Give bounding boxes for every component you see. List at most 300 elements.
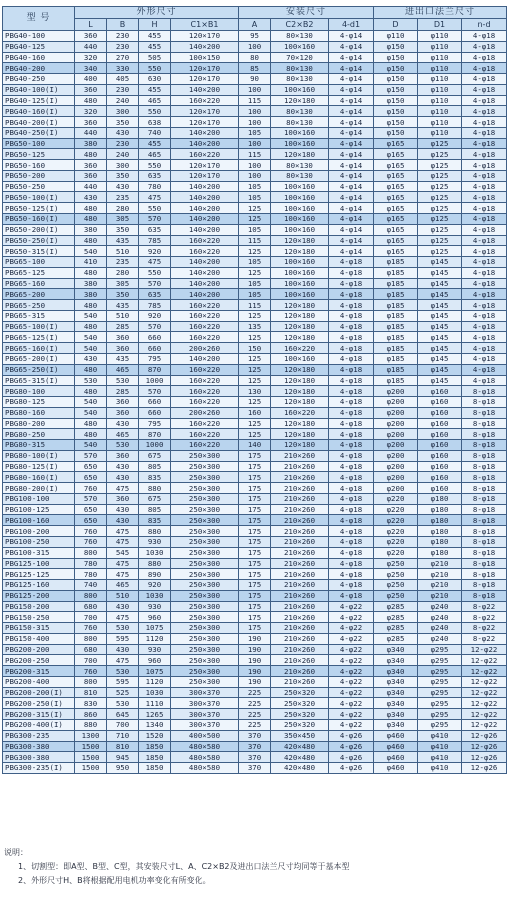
table-cell: 4-φ14 [329, 149, 374, 160]
table-cell: 800 [75, 590, 107, 601]
table-cell: 475 [139, 192, 171, 203]
table-cell: 475 [139, 257, 171, 268]
table-cell: φ125 [418, 235, 462, 246]
table-cell: φ220 [374, 504, 418, 515]
table-cell: 250×300 [171, 515, 239, 526]
table-cell: 160×220 [171, 440, 239, 451]
table-cell: 160×220 [171, 332, 239, 343]
table-cell: 510 [107, 590, 139, 601]
table-cell: 210×260 [271, 580, 329, 591]
table-cell: φ185 [374, 353, 418, 364]
table-cell: 4-φ26 [329, 741, 374, 752]
table-cell: 810 [75, 687, 107, 698]
table-cell: 400 [75, 74, 107, 85]
table-cell: 760 [75, 483, 107, 494]
table-cell: 480×580 [171, 741, 239, 752]
table-cell: 4-φ18 [462, 106, 507, 117]
table-cell: 8-φ18 [462, 472, 507, 483]
table-cell: 210×260 [271, 504, 329, 515]
table-cell: 125 [239, 375, 271, 386]
table-cell: 8-φ18 [462, 569, 507, 580]
table-cell: φ185 [374, 289, 418, 300]
table-row [3, 235, 507, 246]
table-cell: 80×130 [271, 63, 329, 74]
table-cell: 700 [75, 655, 107, 666]
table-cell: φ165 [374, 192, 418, 203]
table-cell: 210×260 [271, 450, 329, 461]
table-cell: 100×150 [171, 52, 239, 63]
table-cell: 1500 [75, 741, 107, 752]
table-cell: 8-φ18 [462, 504, 507, 515]
model-cell: PBG65-160 [3, 278, 75, 289]
table-cell: 525 [107, 687, 139, 698]
table-cell: 85 [239, 63, 271, 74]
table-cell: 780 [75, 569, 107, 580]
table-cell: φ165 [374, 181, 418, 192]
model-cell: PBG80-200 [3, 418, 75, 429]
table-cell: 4-φ18 [462, 300, 507, 311]
table-cell: φ110 [418, 41, 462, 52]
model-cell: PBG50-125(I) [3, 203, 75, 214]
table-cell: 100×160 [271, 138, 329, 149]
table-cell: 100×160 [271, 84, 329, 95]
table-cell: φ110 [374, 31, 418, 42]
table-cell: φ295 [418, 720, 462, 731]
table-cell: 105 [239, 278, 271, 289]
table-cell: 4-φ18 [462, 375, 507, 386]
table-cell: 480 [75, 429, 107, 440]
table-row [3, 666, 507, 677]
table-cell: 8-φ22 [462, 633, 507, 644]
table-cell: φ145 [418, 267, 462, 278]
table-cell: 4-φ18 [462, 63, 507, 74]
table-cell: 4-φ18 [329, 321, 374, 332]
table-cell: φ145 [418, 310, 462, 321]
table-cell: φ220 [374, 547, 418, 558]
table-cell: 125 [239, 246, 271, 257]
table-cell: φ180 [418, 536, 462, 547]
table-row [3, 504, 507, 515]
table-cell: 400×500 [171, 730, 239, 741]
notes-section [4, 846, 504, 888]
table-cell: 140×200 [171, 224, 239, 235]
table-cell: 550 [139, 106, 171, 117]
table-cell: 370 [239, 752, 271, 763]
table-cell: 455 [139, 138, 171, 149]
install-dimensions-header: 安装尺寸 [239, 7, 374, 19]
table-cell: 4-φ18 [329, 558, 374, 569]
table-cell: 8-φ18 [462, 397, 507, 408]
table-cell: 140×200 [171, 138, 239, 149]
table-cell: 140×200 [171, 257, 239, 268]
table-cell: 285 [107, 386, 139, 397]
table-cell: φ145 [418, 332, 462, 343]
table-cell: 4-φ18 [462, 224, 507, 235]
table-cell: 405 [107, 74, 139, 85]
table-cell: 120×170 [171, 74, 239, 85]
table-cell: 160×220 [171, 321, 239, 332]
table-cell: 4-φ18 [329, 472, 374, 483]
table-cell: 95 [239, 31, 271, 42]
table-cell: 4-φ18 [462, 353, 507, 364]
table-cell: 870 [139, 429, 171, 440]
table-cell: 4-φ18 [462, 310, 507, 321]
table-cell: 4-φ18 [329, 429, 374, 440]
table-cell: 120×180 [271, 332, 329, 343]
table-cell: 105 [239, 224, 271, 235]
table-cell: φ410 [418, 741, 462, 752]
table-cell: 120×180 [271, 429, 329, 440]
table-cell: 880 [139, 558, 171, 569]
table-cell: 305 [107, 214, 139, 225]
table-cell: 12-φ26 [462, 763, 507, 774]
table-cell: φ210 [418, 580, 462, 591]
table-cell: φ240 [418, 601, 462, 612]
table-cell: 12-φ26 [462, 752, 507, 763]
table-cell: 120×180 [271, 310, 329, 321]
table-cell: 100×160 [271, 181, 329, 192]
table-cell: φ340 [374, 676, 418, 687]
table-row [3, 493, 507, 504]
table-row [3, 547, 507, 558]
table-cell: φ200 [374, 450, 418, 461]
table-cell: 125 [239, 203, 271, 214]
table-cell: φ285 [374, 601, 418, 612]
table-cell: 250×300 [171, 569, 239, 580]
table-cell: 120×170 [171, 63, 239, 74]
table-cell: 780 [139, 181, 171, 192]
table-cell: 1340 [139, 720, 171, 731]
table-row [3, 41, 507, 52]
table-cell: 650 [75, 472, 107, 483]
table-row [3, 526, 507, 537]
model-cell: PBG150-250 [3, 612, 75, 623]
model-cell: PBG65-315 [3, 310, 75, 321]
table-cell: 480 [75, 235, 107, 246]
table-cell: 250×300 [171, 472, 239, 483]
table-cell: 340 [75, 63, 107, 74]
table-cell: 120×180 [271, 364, 329, 375]
table-cell: 710 [107, 730, 139, 741]
table-cell: 230 [107, 31, 139, 42]
table-cell: 140×200 [171, 353, 239, 364]
model-cell: PBG300-380 [3, 741, 75, 752]
table-cell: 210×260 [271, 590, 329, 601]
table-cell: 380 [75, 278, 107, 289]
table-cell: 835 [139, 472, 171, 483]
table-cell: 8-φ22 [462, 623, 507, 634]
table-cell: φ160 [418, 472, 462, 483]
table-cell: 160×220 [171, 429, 239, 440]
table-row [3, 203, 507, 214]
table-row [3, 515, 507, 526]
table-cell: 8-φ18 [462, 429, 507, 440]
column-header-c2b2: C2×B2 [271, 19, 329, 31]
table-cell: φ110 [418, 74, 462, 85]
table-cell: 4-φ14 [329, 84, 374, 95]
table-cell: 360 [75, 31, 107, 42]
table-cell: φ340 [374, 687, 418, 698]
table-cell: φ210 [418, 558, 462, 569]
table-cell: 210×260 [271, 558, 329, 569]
table-cell: 4-φ14 [329, 224, 374, 235]
table-cell: 175 [239, 612, 271, 623]
table-cell: 175 [239, 558, 271, 569]
model-cell: PBG200-400(I) [3, 720, 75, 731]
table-cell: 250×300 [171, 526, 239, 537]
table-cell: φ460 [374, 763, 418, 774]
model-cell: PBG80-250 [3, 429, 75, 440]
table-cell: 120×170 [171, 106, 239, 117]
table-cell: 100×160 [271, 267, 329, 278]
model-cell: PBG150-315 [3, 623, 75, 634]
table-cell: 280 [107, 203, 139, 214]
table-cell: 455 [139, 31, 171, 42]
table-cell: φ180 [418, 493, 462, 504]
table-cell: 12-φ22 [462, 644, 507, 655]
table-cell: 370 [239, 763, 271, 774]
table-cell: 120×180 [271, 397, 329, 408]
table-cell: 4-φ18 [462, 364, 507, 375]
model-cell: PBG65-160(I) [3, 343, 75, 354]
table-cell: 230 [107, 41, 139, 52]
table-cell: 950 [107, 763, 139, 774]
table-cell: 760 [75, 526, 107, 537]
table-cell: φ150 [374, 74, 418, 85]
table-cell: 785 [139, 235, 171, 246]
model-cell: PBG40-250 [3, 74, 75, 85]
table-cell: 175 [239, 526, 271, 537]
table-row [3, 418, 507, 429]
model-cell: PBG100-315 [3, 547, 75, 558]
table-cell: 700 [75, 612, 107, 623]
table-cell: 420×480 [271, 763, 329, 774]
table-cell: 190 [239, 644, 271, 655]
table-cell: 160×220 [171, 300, 239, 311]
table-cell: 8-φ18 [462, 580, 507, 591]
table-cell: 120×180 [271, 246, 329, 257]
table-cell: 740 [75, 580, 107, 591]
table-cell: 4-φ18 [462, 31, 507, 42]
table-cell: 4-φ22 [329, 633, 374, 644]
table-cell: 125 [239, 310, 271, 321]
table-cell: 1265 [139, 709, 171, 720]
model-cell: PBG80-125(I) [3, 461, 75, 472]
table-cell: 100 [239, 170, 271, 181]
table-cell: 300×370 [171, 698, 239, 709]
table-cell: 160×220 [171, 364, 239, 375]
table-cell: 1075 [139, 623, 171, 634]
table-cell: φ150 [374, 52, 418, 63]
table-row [3, 52, 507, 63]
table-cell: 440 [75, 127, 107, 138]
table-cell: 4-φ18 [462, 74, 507, 85]
table-cell: 100×160 [271, 214, 329, 225]
table-cell: 700 [107, 720, 139, 731]
table-cell: 4-φ14 [329, 246, 374, 257]
table-cell: 210×260 [271, 612, 329, 623]
table-cell: 160×220 [171, 95, 239, 106]
table-cell: 360 [75, 84, 107, 95]
table-cell: 140×200 [171, 267, 239, 278]
table-cell: φ410 [418, 752, 462, 763]
table-cell: 120×180 [271, 95, 329, 106]
table-cell: 4-φ22 [329, 655, 374, 666]
table-cell: 190 [239, 666, 271, 677]
table-cell: 120×180 [271, 321, 329, 332]
table-cell: 540 [75, 310, 107, 321]
table-cell: φ185 [374, 375, 418, 386]
table-cell: 480 [75, 267, 107, 278]
column-header-d: D [374, 19, 418, 31]
table-cell: 1030 [139, 590, 171, 601]
table-cell: 4-φ18 [462, 332, 507, 343]
table-cell: 4-φ22 [329, 676, 374, 687]
table-cell: 1030 [139, 687, 171, 698]
table-cell: 90 [239, 74, 271, 85]
table-cell: φ165 [374, 246, 418, 257]
table-row [3, 332, 507, 343]
model-cell: PBG40-100 [3, 31, 75, 42]
table-cell: 635 [139, 224, 171, 235]
table-cell: 1120 [139, 676, 171, 687]
table-row [3, 63, 507, 74]
table-cell: 4-φ14 [329, 117, 374, 128]
table-cell: 4-φ14 [329, 52, 374, 63]
table-row [3, 170, 507, 181]
model-cell: PBG125-100 [3, 558, 75, 569]
table-cell: 300×370 [171, 709, 239, 720]
table-cell: φ110 [418, 84, 462, 95]
table-row [3, 429, 507, 440]
table-cell: 4-φ14 [329, 95, 374, 106]
table-cell: 100×160 [271, 41, 329, 52]
table-cell: 320 [75, 52, 107, 63]
table-cell: φ295 [418, 709, 462, 720]
table-cell: 545 [107, 547, 139, 558]
table-cell: 100×160 [271, 278, 329, 289]
table-cell: 540 [75, 440, 107, 451]
table-cell: 140×200 [171, 203, 239, 214]
model-cell: PBG100-200 [3, 526, 75, 537]
table-cell: 650 [75, 515, 107, 526]
table-cell: 660 [139, 332, 171, 343]
table-cell: 120×180 [271, 418, 329, 429]
table-cell: 680 [75, 601, 107, 612]
table-cell: 175 [239, 601, 271, 612]
table-cell: 210×260 [271, 666, 329, 677]
table-cell: φ295 [418, 655, 462, 666]
table-cell: φ185 [374, 267, 418, 278]
table-cell: 125 [239, 267, 271, 278]
table-cell: φ165 [374, 214, 418, 225]
table-cell: φ110 [418, 63, 462, 74]
model-cell: PBG125-200 [3, 590, 75, 601]
table-cell: 250×300 [171, 483, 239, 494]
table-cell: φ160 [418, 440, 462, 451]
table-cell: 210×260 [271, 472, 329, 483]
table-cell: 4-φ18 [462, 192, 507, 203]
table-cell: 430 [107, 504, 139, 515]
table-cell: 4-φ18 [329, 440, 374, 451]
table-row [3, 289, 507, 300]
table-cell: 480 [75, 95, 107, 106]
model-cell: PBG65-200 [3, 289, 75, 300]
table-cell: φ250 [374, 569, 418, 580]
table-cell: 8-φ22 [462, 601, 507, 612]
note-1: 1、切割型：即A型、B型、C型，其安装尺寸L、A、C2×B2及进出口法兰尺寸均同等于基本型 [18, 862, 350, 871]
table-cell: φ185 [374, 321, 418, 332]
table-row [3, 321, 507, 332]
table-cell: 330 [107, 63, 139, 74]
model-cell: PBG300-235 [3, 730, 75, 741]
pump-spec-table [2, 6, 507, 774]
table-cell: φ165 [374, 203, 418, 214]
table-cell: 4-φ18 [329, 483, 374, 494]
table-cell: 100 [239, 117, 271, 128]
table-cell: φ165 [374, 224, 418, 235]
table-cell: φ250 [374, 558, 418, 569]
table-cell: 465 [107, 580, 139, 591]
table-cell: 550 [139, 267, 171, 278]
table-cell: 160 [239, 407, 271, 418]
table-cell: 250×300 [171, 547, 239, 558]
table-cell: φ285 [374, 623, 418, 634]
table-cell: 480 [75, 321, 107, 332]
table-cell: 175 [239, 590, 271, 601]
table-cell: 760 [75, 623, 107, 634]
table-cell: 140×200 [171, 289, 239, 300]
table-cell: 175 [239, 569, 271, 580]
table-cell: φ200 [374, 483, 418, 494]
table-cell: 360 [75, 170, 107, 181]
table-cell: 12-φ22 [462, 676, 507, 687]
table-cell: 4-φ22 [329, 687, 374, 698]
model-cell: PBG300-380 [3, 752, 75, 763]
table-cell: 250×320 [271, 720, 329, 731]
table-cell: φ250 [374, 580, 418, 591]
table-cell: 120×170 [171, 160, 239, 171]
table-cell: 225 [239, 709, 271, 720]
table-cell: 12-φ22 [462, 698, 507, 709]
table-row [3, 752, 507, 763]
table-cell: φ180 [418, 515, 462, 526]
table-cell: 360 [107, 343, 139, 354]
table-cell: φ145 [418, 353, 462, 364]
table-cell: 4-φ18 [462, 127, 507, 138]
table-cell: φ160 [418, 450, 462, 461]
table-cell: 4-φ14 [329, 127, 374, 138]
table-cell: 305 [107, 278, 139, 289]
table-cell: 4-φ14 [329, 181, 374, 192]
table-cell: 250×300 [171, 623, 239, 634]
column-header-nd: n-d [462, 19, 507, 31]
table-cell: 80×130 [271, 106, 329, 117]
table-cell: 4-φ22 [329, 709, 374, 720]
flange-dimensions-header: 进出口法兰尺寸 [374, 7, 507, 19]
table-cell: 435 [107, 235, 139, 246]
table-cell: 570 [75, 450, 107, 461]
table-cell: φ185 [374, 364, 418, 375]
table-cell: 160×220 [171, 310, 239, 321]
table-cell: φ165 [374, 160, 418, 171]
column-header-l: L [75, 19, 107, 31]
table-cell: 105 [239, 127, 271, 138]
table-row [3, 257, 507, 268]
table-cell: 4-φ18 [329, 590, 374, 601]
table-cell: 140×200 [171, 127, 239, 138]
table-row [3, 127, 507, 138]
